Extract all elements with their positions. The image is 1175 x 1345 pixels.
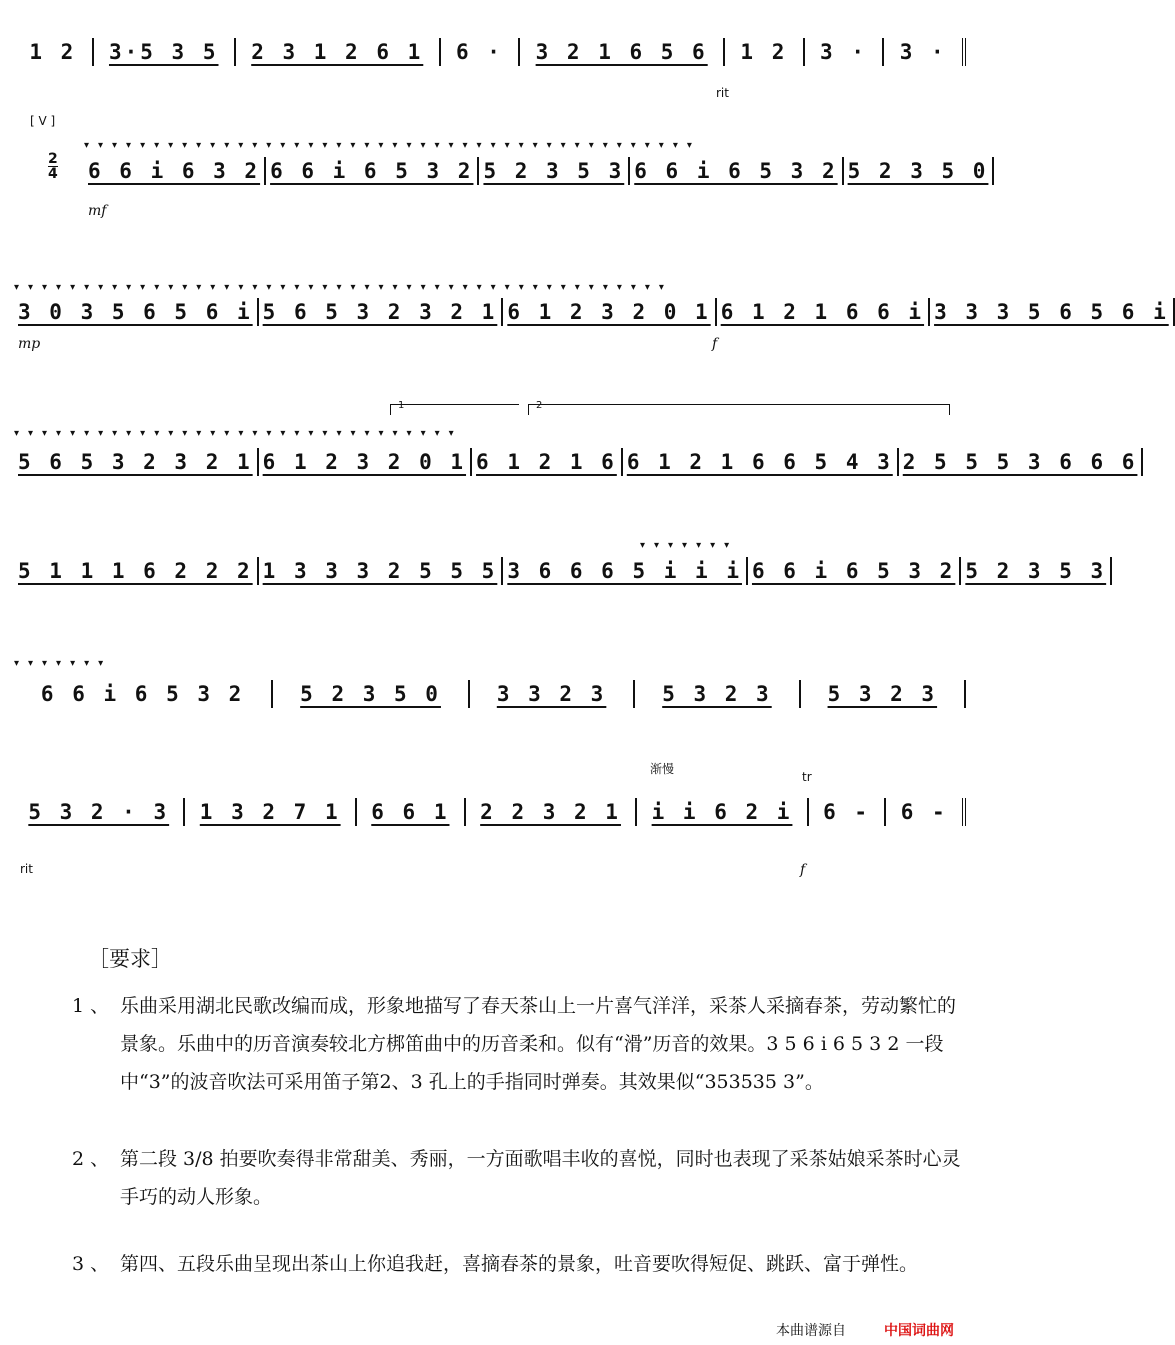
tempo-jianman: 渐慢: [650, 762, 675, 776]
measure: 2 5 5 5 3 6 6 6: [899, 448, 1144, 476]
score-row-4: [14, 448, 1138, 476]
measure: 3 ·: [805, 38, 885, 66]
volta-bracket-2: [528, 404, 950, 415]
score-row-6: [14, 680, 966, 708]
measure: 1 3 3 3 2 5 5 5: [259, 557, 504, 585]
measure: 3 0 3 5 6 5 6 i: [14, 298, 259, 326]
measure: 6 1 2 1 6: [472, 448, 623, 476]
source-label: 本曲谱源自: [776, 1323, 846, 1339]
measure: 5 2 3 5 0: [273, 680, 470, 708]
requirement-item: [72, 1140, 972, 1216]
measure: 6 6 i 6 5 3 2: [630, 157, 843, 185]
measure: 5 2 3 5 3: [479, 157, 630, 185]
measure: 3 ·: [884, 38, 966, 66]
time-signature-top: 2: [48, 151, 58, 167]
measure: 1 3 2 7 1: [185, 798, 356, 826]
measure: 6 1 2 3 2 0 1: [259, 448, 472, 476]
measure: 5 6 5 3 2 3 2 1: [14, 448, 259, 476]
measure: 6 1 2 1 6 6 i: [717, 298, 930, 326]
measure: 6 1 2 3 2 0 1: [503, 298, 716, 326]
measure: 3·5 3 5: [94, 38, 236, 66]
site-name[interactable]: 中国词曲网: [884, 1323, 954, 1339]
requirement-text: 第四、五段乐曲呈现出茶山上你追我赶，喜摘春茶的景象，吐音要吹得短促、跳跃、富于弹性。: [120, 1253, 919, 1275]
measure: 6 6 i 6 3 2: [84, 157, 266, 185]
requirement-item: [72, 1245, 972, 1283]
staccato-marks: ▾▾▾▾▾▾▾: [640, 540, 739, 551]
dynamic-f: f: [800, 862, 806, 878]
requirement-text: 乐曲采用湖北民歌改编而成，形象地描写了春天茶山上一片喜气洋洋，采茶人采摘春茶，劳动繁忙的景象。乐曲中的历音演奏较北方梆笛曲中的历音柔和。似有“滑”历音的效果。3 5 6 i 6 5 3 2 一段中“3”的波音吹法可采用笛子第2、3 孔上的手指同时弹奏。其效果似“353535 3”。: [120, 995, 957, 1093]
measure: 6 ·: [441, 38, 521, 66]
measure: 6 6 i 6 5 3 2: [266, 157, 479, 185]
staccato-marks: ▾▾▾▾▾▾▾▾▾▾▾▾▾▾▾▾▾▾▾▾▾▾▾▾▾▾▾▾▾▾▾▾: [14, 428, 463, 439]
measure: 2 3 1 2 6 1: [236, 38, 441, 66]
measure: 6 -: [809, 798, 887, 826]
time-signature-bottom: 4: [48, 166, 58, 182]
measure: 6 6 i 6 5 3 2: [14, 680, 273, 708]
requirement-text: 第二段 3/8 拍要吹奏得非常甜美、秀丽，一方面歌唱丰收的喜悦，同时也表现了采茶姑娘采茶时心灵手巧的动人形象。: [120, 1148, 961, 1208]
requirements-heading: ［要求］: [88, 947, 172, 971]
score-row-3: [14, 298, 1169, 326]
requirement-number: 3 、: [72, 1253, 110, 1275]
measure: i i 6 2 i: [637, 798, 808, 826]
volta-2-label: 2: [536, 400, 543, 411]
staccato-marks: ▾▾▾▾▾▾▾▾▾▾▾▾▾▾▾▾▾▾▾▾▾▾▾▾▾▾▾▾▾▾▾▾▾▾▾▾▾▾▾▾▾▾▾▾: [84, 140, 701, 151]
requirements-section: [0, 935, 980, 1345]
requirement-number: 1 、: [72, 995, 110, 1017]
measure: 5 6 5 3 2 3 2 1: [259, 298, 504, 326]
dynamic-mf: mf: [88, 203, 107, 219]
measure: 5 3 2 3: [801, 680, 966, 708]
requirement-number: 2 、: [72, 1148, 110, 1170]
measure: 6 1 2 1 6 6 5 4 3: [623, 448, 899, 476]
measure: 3 3 3 5 6 5 6 i: [930, 298, 1175, 326]
trill-mark: tr: [802, 770, 812, 784]
measure: 6 -: [886, 798, 966, 826]
measure: 5 2 3 5 0: [844, 157, 995, 185]
dynamic-mp: mp: [18, 336, 41, 352]
measure: 5 2 3 5 3: [961, 557, 1112, 585]
time-signature: [48, 152, 58, 181]
staccato-marks: ▾▾▾▾▾▾▾▾▾▾▾▾▾▾▾▾▾▾▾▾▾▾▾▾▾▾▾▾▾▾▾▾▾▾▾▾▾▾▾▾▾▾▾▾▾▾▾: [14, 282, 673, 293]
measure: 6 6 i 6 5 3 2: [748, 557, 961, 585]
volta-1-label: 1: [398, 400, 405, 411]
measure: 1 2: [14, 38, 94, 66]
measure: 2 2 3 2 1: [466, 798, 637, 826]
requirement-item: [72, 987, 972, 1101]
measure: 1 2: [725, 38, 805, 66]
measure: 5 3 2 · 3: [14, 798, 185, 826]
measure: 3 2 1 6 5 6: [520, 38, 725, 66]
score-row-2: [84, 157, 989, 185]
staccato-marks: ▾▾▾▾▾▾▾: [14, 658, 113, 669]
rit-mark: rit: [716, 86, 729, 100]
volta-bracket-1: [390, 404, 519, 415]
score-row-7: [14, 798, 966, 826]
measure: 5 3 2 3: [635, 680, 800, 708]
measure: 5 1 1 1 6 2 2 2: [14, 557, 259, 585]
score-row-1: [14, 38, 966, 66]
rit-mark: rit: [20, 862, 33, 876]
measure: 3 3 2 3: [470, 680, 635, 708]
dynamic-f: f: [712, 336, 718, 352]
score-row-5: [14, 557, 1107, 585]
section-mark: [ V ]: [30, 114, 56, 128]
measure: 3 6 6 6 5 i i i: [503, 557, 748, 585]
measure: 6 6 1: [357, 798, 466, 826]
